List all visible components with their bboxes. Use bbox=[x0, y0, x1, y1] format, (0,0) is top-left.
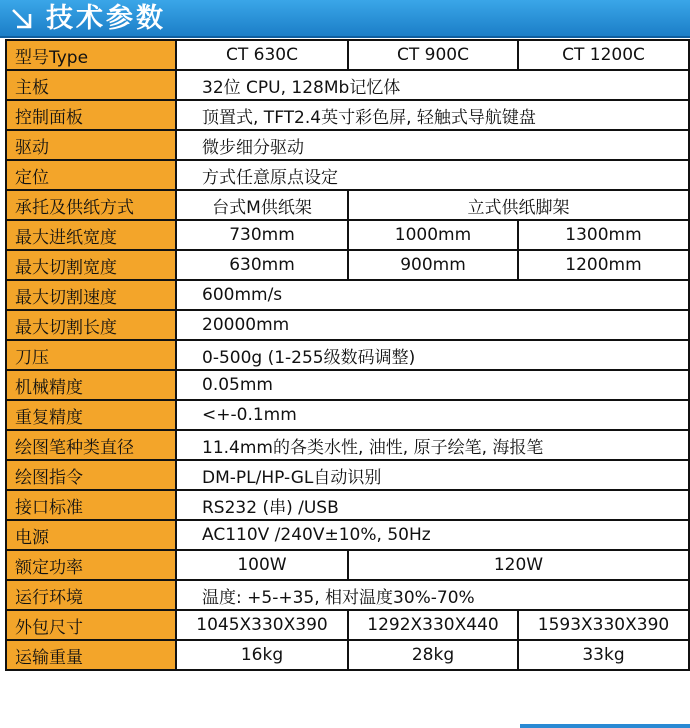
table-row bbox=[6, 490, 689, 520]
row-value: 16kg bbox=[176, 640, 348, 670]
row-value: 1045X330X390 bbox=[176, 610, 348, 640]
row-value: 28kg bbox=[348, 640, 518, 670]
row-label: 最大切割速度 bbox=[6, 280, 176, 310]
section-header bbox=[0, 0, 690, 38]
table-row bbox=[6, 640, 689, 670]
row-value: 微步细分驱动 bbox=[176, 130, 689, 160]
table-row bbox=[6, 160, 689, 190]
row-label: 最大切割宽度 bbox=[6, 250, 176, 280]
spec-table bbox=[5, 39, 690, 671]
row-value: 32位 CPU, 128Mb记忆体 bbox=[176, 70, 689, 100]
table-row bbox=[6, 580, 689, 610]
table-row bbox=[6, 130, 689, 160]
row-label: 运输重量 bbox=[6, 640, 176, 670]
row-value: 0-500g (1-255级数码调整) bbox=[176, 340, 689, 370]
row-value: 730mm bbox=[176, 220, 348, 250]
table-row bbox=[6, 400, 689, 430]
row-value: 顶置式, TFT2.4英寸彩色屏, 轻触式导航键盘 bbox=[176, 100, 689, 130]
row-value: 方式任意原点设定 bbox=[176, 160, 689, 190]
table-row bbox=[6, 100, 689, 130]
row-label: 额定功率 bbox=[6, 550, 176, 580]
row-value: 1300mm bbox=[518, 220, 689, 250]
row-label: 绘图指令 bbox=[6, 460, 176, 490]
row-value: 1292X330X440 bbox=[348, 610, 518, 640]
row-label: 型号Type bbox=[6, 40, 176, 70]
section-title: 技术参数 bbox=[46, 3, 166, 34]
row-value: 600mm/s bbox=[176, 280, 689, 310]
table-row bbox=[6, 40, 689, 70]
table-row bbox=[6, 430, 689, 460]
row-label: 外包尺寸 bbox=[6, 610, 176, 640]
table-row bbox=[6, 550, 689, 580]
footer-accent-line bbox=[520, 724, 690, 728]
row-label: 驱动 bbox=[6, 130, 176, 160]
row-value: DM-PL/HP-GL自动识别 bbox=[176, 460, 689, 490]
arrow-down-right-icon bbox=[8, 5, 36, 33]
table-row bbox=[6, 310, 689, 340]
table-row bbox=[6, 190, 689, 220]
row-label: 重复精度 bbox=[6, 400, 176, 430]
row-value: 1593X330X390 bbox=[518, 610, 689, 640]
row-label: 接口标准 bbox=[6, 490, 176, 520]
row-value: 630mm bbox=[176, 250, 348, 280]
table-row bbox=[6, 460, 689, 490]
row-label: 最大切割长度 bbox=[6, 310, 176, 340]
row-value: 900mm bbox=[348, 250, 518, 280]
row-value: RS232 (串) /USB bbox=[176, 490, 689, 520]
row-label: 定位 bbox=[6, 160, 176, 190]
row-value: 0.05mm bbox=[176, 370, 689, 400]
row-label: 电源 bbox=[6, 520, 176, 550]
header-divider bbox=[0, 36, 690, 38]
model-name: CT 900C bbox=[348, 40, 518, 70]
row-value: 立式供纸脚架 bbox=[348, 190, 689, 220]
row-value: <+-0.1mm bbox=[176, 400, 689, 430]
table-row bbox=[6, 250, 689, 280]
row-value: 温度: +5-+35, 相对温度30%-70% bbox=[176, 580, 689, 610]
row-label: 刀压 bbox=[6, 340, 176, 370]
row-label: 主板 bbox=[6, 70, 176, 100]
table-row bbox=[6, 280, 689, 310]
row-value: 台式M供纸架 bbox=[176, 190, 348, 220]
row-label: 承托及供纸方式 bbox=[6, 190, 176, 220]
row-value: 1000mm bbox=[348, 220, 518, 250]
table-row bbox=[6, 520, 689, 550]
model-name: CT 1200C bbox=[518, 40, 689, 70]
row-value: 33kg bbox=[518, 640, 689, 670]
table-row bbox=[6, 220, 689, 250]
row-value: AC110V /240V±10%, 50Hz bbox=[176, 520, 689, 550]
model-name: CT 630C bbox=[176, 40, 348, 70]
row-value: 120W bbox=[348, 550, 689, 580]
row-label: 控制面板 bbox=[6, 100, 176, 130]
row-label: 绘图笔种类直径 bbox=[6, 430, 176, 460]
row-value: 100W bbox=[176, 550, 348, 580]
row-value: 20000mm bbox=[176, 310, 689, 340]
table-row bbox=[6, 610, 689, 640]
row-value: 1200mm bbox=[518, 250, 689, 280]
table-row bbox=[6, 340, 689, 370]
row-value: 11.4mm的各类水性, 油性, 原子绘笔, 海报笔 bbox=[176, 430, 689, 460]
row-label: 最大进纸宽度 bbox=[6, 220, 176, 250]
row-label: 机械精度 bbox=[6, 370, 176, 400]
table-row bbox=[6, 70, 689, 100]
table-row bbox=[6, 370, 689, 400]
row-label: 运行环境 bbox=[6, 580, 176, 610]
